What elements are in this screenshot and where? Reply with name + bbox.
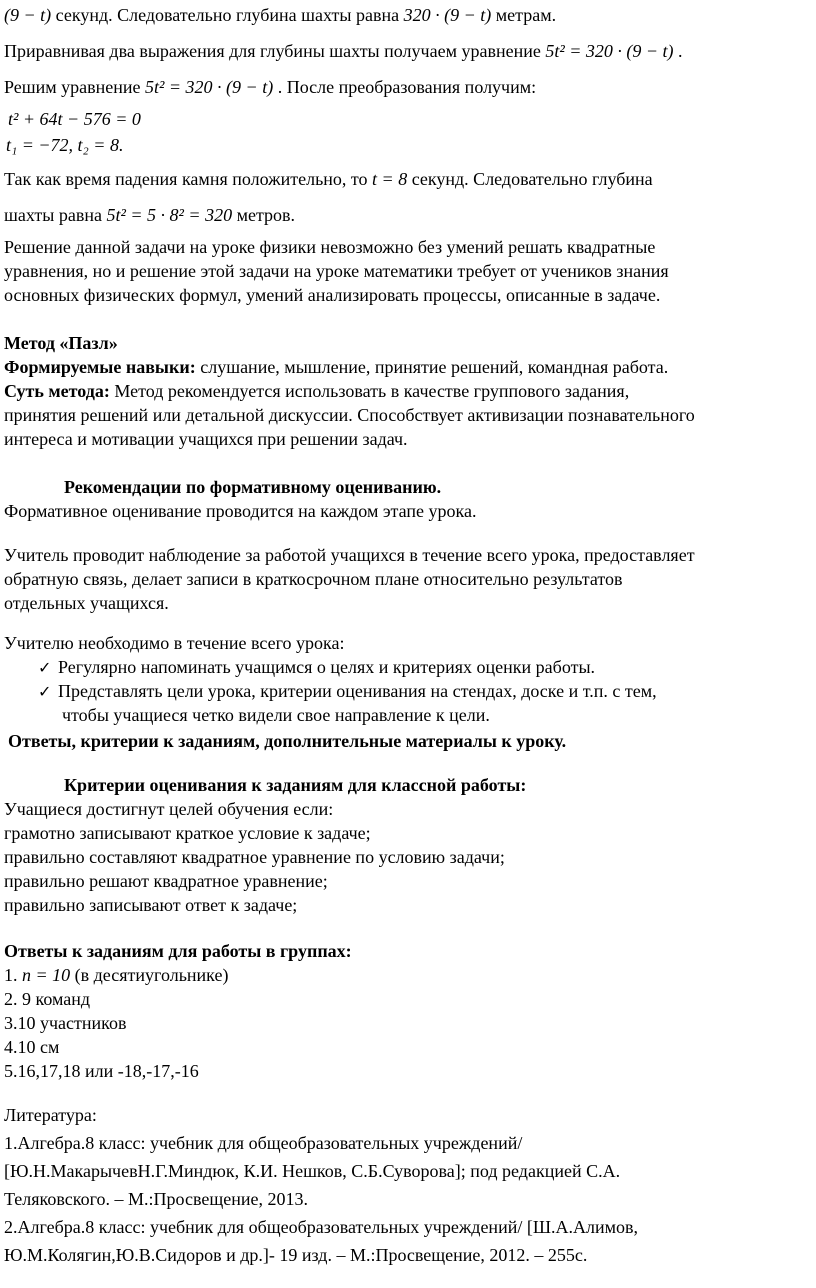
solution-line-7	[4, 204, 295, 226]
solution-line-3	[4, 76, 536, 98]
essence-text: Метод рекомендуется использовать в качестве группового задания,	[109, 381, 630, 401]
text-segment: .	[673, 41, 683, 61]
literature-line: Теляковского. – М.:Просвещение, 2013.	[4, 1189, 308, 1209]
paragraph-line: обратную связь, делает записи в краткосрочном плане относительно результатов	[4, 569, 623, 589]
group-title: Ответы к заданиям для работы в группах:	[4, 941, 352, 961]
list-item-text: Представлять цели урока, критерии оценивания на стендах, доске и т.п. с тем,	[58, 681, 657, 701]
group-answer-1	[4, 964, 228, 986]
group-answer: 4.10 см	[4, 1037, 60, 1057]
essence-label: Суть метода:	[4, 381, 110, 401]
paragraph-line: интереса и мотивации учащихся при решении задач.	[4, 429, 408, 449]
paragraph-line: отдельных учащихся.	[4, 593, 169, 613]
literature-line: [Ю.Н.МакарычевН.Г.Миндюк, К.И. Нешков, С.Б.Суворова]; под редакцией С.А.	[4, 1161, 621, 1181]
text-segment: Приравнивая два выражения для глубины шахты получаем уравнение	[4, 41, 546, 61]
formula-time-value: t = 8	[372, 169, 408, 189]
criteria-line: правильно записывают ответ к задаче;	[4, 895, 298, 915]
formula-time-remaining: (9 − t)	[4, 5, 52, 25]
paragraph-line: Учителю необходимо в течение всего урока:	[4, 633, 345, 653]
text-segment: метрам.	[491, 5, 557, 25]
criteria-line: правильно составляют квадратное уравнение по условию задачи;	[4, 847, 505, 867]
text-segment: секунд. Следовательно глубина	[407, 169, 653, 189]
criteria-line: правильно решают квадратное уравнение;	[4, 871, 328, 891]
list-item	[38, 680, 657, 702]
skills-text: слушание, мышление, принятие решений, командная работа.	[195, 357, 669, 377]
formula-roots: t₁ = −72, t₂ = 8.	[6, 135, 124, 155]
text-segment: метров.	[232, 205, 296, 225]
solution-line-1	[4, 4, 556, 26]
list-item	[38, 656, 595, 678]
recommend-title: Рекомендации по формативному оцениванию.	[64, 477, 442, 497]
text-segment: шахты равна	[4, 205, 107, 225]
skills-label: Формируемые навыки:	[4, 357, 196, 377]
group-answer: 5.16,17,18 или -18,-17,-16	[4, 1061, 199, 1081]
answer-number: 1.	[4, 965, 22, 985]
solution-line-6	[4, 168, 653, 190]
answers-heading: Ответы, критерии к заданиям, дополнительные материалы к уроку.	[8, 731, 567, 751]
formula-equation: 5t² = 320 · (9 − t)	[145, 77, 274, 97]
paragraph-line: Учитель проводит наблюдение за работой учащихся в течение всего урока, предоставляет	[4, 545, 695, 565]
solution-line-2	[4, 40, 683, 62]
paragraph-line: Формативное оценивание проводится на каждом этапе урока.	[4, 501, 477, 521]
literature-line: 1.Алгебра.8 класс: учебник для общеобразовательных учреждений/	[4, 1133, 523, 1153]
text-segment: секунд. Следовательно глубина шахты равна	[51, 5, 404, 25]
paragraph-line: Решение данной задачи на уроке физики невозможно без умений решать квадратные	[4, 237, 656, 257]
text-segment: . После преобразования получим:	[273, 77, 537, 97]
list-item-continuation: чтобы учащиеся четко видели свое направление к цели.	[62, 705, 490, 725]
criteria-line: Учащиеся достигнут целей обучения если:	[4, 799, 334, 819]
text-segment: Так как время падения камня положительно, то	[4, 169, 373, 189]
literature-title: Литература:	[4, 1105, 97, 1125]
criteria-line: грамотно записывают краткое условие к задаче;	[4, 823, 371, 843]
checkmark-icon: ✓	[38, 660, 52, 677]
formula-equation: 5t² = 320 · (9 − t)	[545, 41, 674, 61]
criteria-title: Критерии оценивания к заданиям для классной работы:	[64, 775, 527, 795]
checkmark-icon: ✓	[38, 684, 52, 701]
group-answer: 3.10 участников	[4, 1013, 127, 1033]
formula-quadratic: t² + 64t − 576 = 0	[8, 109, 141, 129]
literature-line: 2.Алгебра.8 класс: учебник для общеобразовательных учреждений/ [Ш.А.Алимов,	[4, 1217, 638, 1237]
literature-line: Ю.М.Колягин,Ю.В.Сидоров и др.]- 19 изд. – М.:Просвещение, 2012. – 255с.	[4, 1245, 588, 1265]
formula-depth-value: 5t² = 5 · 8² = 320	[106, 205, 233, 225]
formula-depth-expression: 320 · (9 − t)	[403, 5, 492, 25]
method-title: Метод «Пазл»	[4, 333, 118, 353]
method-essence	[4, 380, 629, 402]
list-item-text: Регулярно напоминать учащимся о целях и критериях оценки работы.	[58, 657, 596, 677]
formula-n-value: n = 10	[22, 965, 71, 985]
paragraph-line: уравнения, но и решение этой задачи на уроке математики требует от учеников знания	[4, 261, 669, 281]
answer-text: (в десятиугольнике)	[70, 965, 229, 985]
text-segment: Решим уравнение	[4, 77, 146, 97]
paragraph-line: принятия решений или детальной дискуссии. Способствует активизации познавательного	[4, 405, 695, 425]
group-answer: 2. 9 команд	[4, 989, 91, 1009]
paragraph-line: основных физических формул, умений анализировать процессы, описанные в задаче.	[4, 285, 661, 305]
method-skills	[4, 356, 668, 378]
